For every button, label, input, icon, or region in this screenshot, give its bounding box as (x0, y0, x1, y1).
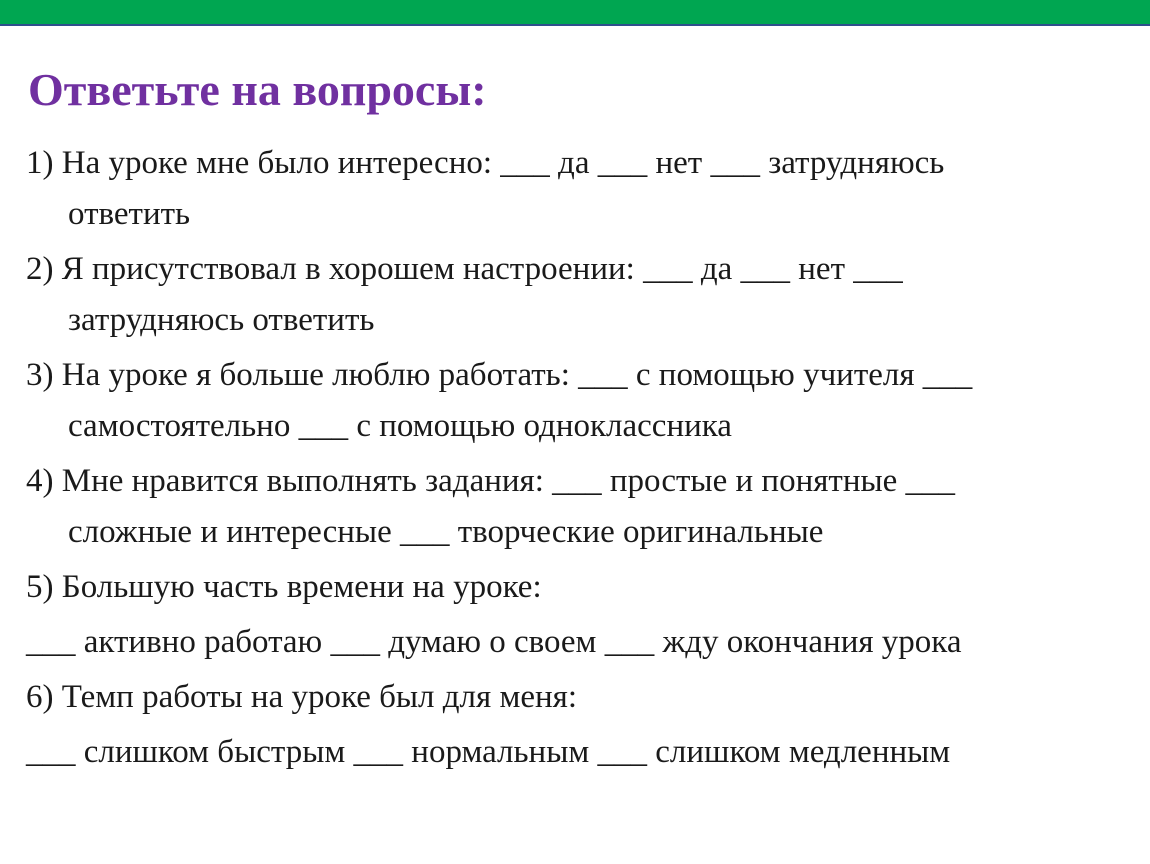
question-1 (26, 138, 1126, 240)
question-4-line-2: сложные и интересные ___ творческие оригинальные (68, 514, 824, 550)
question-4-line-1: 4) Мне нравится выполнять задания: ___ простые и понятные ___ (26, 463, 956, 499)
question-4 (26, 456, 1126, 558)
question-3 (26, 350, 1126, 452)
question-3-line-1: 3) На уроке я больше люблю работать: ___ с помощью учителя ___ (26, 357, 973, 393)
slide-title: Ответьте на вопросы: (28, 64, 487, 115)
question-6-line-1: 6) Темп работы на уроке был для меня: (26, 679, 577, 715)
question-6-options-line: ___ слишком быстрым ___ нормальным ___ слишком медленным (26, 734, 951, 770)
question-3-line-2: самостоятельно ___ с помощью одноклассника (68, 408, 732, 444)
question-6 (26, 672, 1126, 723)
top-accent-bar (0, 0, 1150, 26)
question-2-line-2: затрудняюсь ответить (68, 302, 375, 338)
question-2-line-1: 2) Я присутствовал в хорошем настроении: ___ да ___ нет ___ (26, 251, 903, 287)
question-5 (26, 562, 1126, 613)
question-5-options (26, 617, 1126, 668)
question-6-options (26, 727, 1126, 778)
question-2 (26, 244, 1126, 346)
question-5-line-1: 5) Большую часть времени на уроке: (26, 569, 542, 605)
question-1-line-1: 1) На уроке мне было интересно: ___ да ___ нет ___ затрудняюсь (26, 145, 945, 181)
question-5-options-line: ___ активно работаю ___ думаю о своем ___ жду окончания урока (26, 624, 962, 660)
questions-list (26, 138, 1126, 782)
question-1-line-2: ответить (68, 196, 191, 232)
